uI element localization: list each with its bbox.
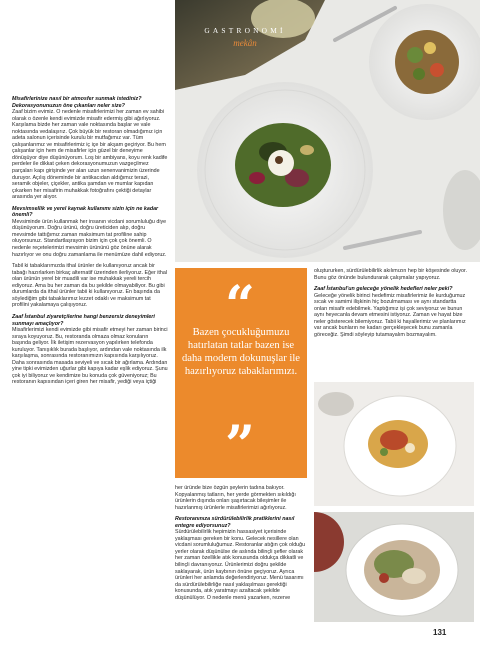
- right-paragraph: Geleceğe yönelik birinci hedefimiz misafirlerimiz ile kurduğumuz sıcak ve samimi ilişkinin hiç bozulmaması ve aynı standartta onları misafir edebilmek. Yaptığımız işi çok seviyoruz ve bunun aynı heyecanla devam etmesini istiyoruz. Zaman ve hayat bize neler gösterecek bilemiyoruz. Tabii ki hayallerimiz ve planlarımız var ancak bunların ne kadarı gerçekleşecek bunu zamanla göreceğiz. Şimdi söyleyip tutamayalım bozmayalım.: [314, 292, 466, 338]
- left-question: Mevsimsellik ve yerel kaynak kullanımı sizin için ne kadar önemli?: [12, 205, 159, 219]
- left-paragraph: Misafirlerimizi kendi evimizde gibi misafir etmeyi her zaman birinci sıraya koyuyoruz. Bu, restoranda olmaza olmaz konuların başında geliyor. İlk iletişim rezervasyon yapılırken telefonda kuruluyor. Tanışıklık burada başlıyor, ardından vale noktasında ilk karşılaşma, sonrasında restoranımızın kapısında karşılıyoruz. Daha sonrasında masada seviyeli ve sıcak bir ağırlama. Ardından yine tipki evimizden uğurlar gibi kapıya kadar eşlik ediyoruz. Şunu çok iyi biliyoruz ve kendimize bu konuda çok güveniyoruz; Bu restoranın kapısından içeri giren her misafir, yediği veya içtiği: [12, 327, 168, 386]
- middle-question: Restoranınıza sürdürülebilirlik pratiklerini nasıl entegre ediyorsunuz?: [175, 516, 295, 529]
- section-subtitle: mekân: [233, 38, 257, 48]
- page-number: 131: [433, 628, 447, 637]
- pull-quote-box: [175, 268, 307, 478]
- close-quote-mark: ”: [225, 415, 255, 476]
- right-text-column: [314, 268, 470, 343]
- section-header: [175, 26, 315, 48]
- pull-quote-text: Bazen çocukluğumuzu hatırlatan tatlar bazen ise daha modern dokunuşlar ile hazırlıyoruz tabaklarımızı.: [182, 327, 300, 377]
- middle-paragraph: her üründe bize özgün şeylerin tadına bakıyor. Kopyalanmış tatların, her yerde görmekten sıkıldığı ürünlerin dışında onları şaşırtacak bileşimler ile hazırlanmış ürünlerle misafirlerimizi ağırlıyoruz.: [175, 485, 296, 511]
- left-text-column: [12, 96, 168, 391]
- right-question: Zaaf İstanbul'un geleceğe yönelik hedefleri neler peki?: [314, 286, 453, 293]
- left-paragraph: Tabil ki tabaklarımızda ithal ürünler de kullanıyoruz ancak bir tabağı hazırlarken birkaç alternatif üzerinden ilerliyoruz. Eğer ithal olan ürünün yerel bir muadili var ise muhakkak yereli tercih ediyoruz. Ama bu her zaman da bu şekilde olmayabiliyor. Bu gibi durumlarda da ithal ürünler tabii ki kullanıyoruz. En başında da söylediğim gibi tabaklarımız lezzet odaklı ve maksimum tat profilini yakalamaya çalışıyoruz.: [12, 263, 168, 309]
- food-photo-bowl: [314, 512, 474, 622]
- middle-paragraph: Sürdürülebilirlik hepimizin hassasiyet içerisinde yaklaşması gereken bir konu. Gelecek nesillere olan vicdani sorumluluğumuz. Restoranlar atığın çok olduğu yerler olarak düşünülse de aslında bilinçli şefler olarak her zaman özellikle atık konusunda oldukça dikkatli ve bilinçli davranıyoruz. Ürünlerimizi doğru şekilde saklayarak, ürün kaybının önüne geçiyoruz. Ayrıca ürünleri her anlamda değerlendiriyoruz. Menü tasarımı da sürdürülebilirliğe nasıl yaklaşılması gerektiği konusunda, atık yaratmayı azaltacak şekilde düşünülüyor. O nedenle menü yazarken, rezerve: [175, 529, 306, 601]
- left-question: Zaaf İstanbul ziyaretçilerine hangi benzersiz deneyimleri sunmayı amaçlıyor?: [12, 313, 155, 327]
- section-title: GASTRONOMİ: [204, 26, 286, 35]
- left-question: Misafirlerinize nasıl bir atmosfer sunmak istediniz? Dekorasyonunuzun öne çıkanları neler size?: [12, 96, 142, 109]
- middle-text-column: [175, 485, 307, 606]
- left-paragraph: Mevsiminde ürün kullanmak her insanın vicdani sorumluluğu diye düşünüyorum. Doğru ürünü, doğru üreticiden alıp, doğru mevsimde tattığımız zaman maksimum tat profiline sahip oluyorsunuz. Standartlaşrayon bizim için çok çok önemli. O nedenle reçetelerimizi mevsimin ürününü göz önüne alarak hazırlıyor ve onu doğru zamanlama ile menümüze dahil ediyoruz.: [12, 218, 167, 258]
- left-paragraph: Zaaf bizim evimiz. O nedenle misafirlerimizi her zaman ev sahibi olarak o özenle kendi evimizde misafir edermiş gibi ağırlıyoruz. Karşılama bizde her zaman vale noktasında başlar ve vale noktasında vedalaşırız. Çok büyük bir restoran olmadığımız için adeta salonun içerisinde kurulu bir mutfağımız var. Tüm çalışanlarımız ve misafirlerimiz iç içe bir akşam geçiriyor. Bu hem çalışanlar için hem de misafirler için güzel bir deneyime dönüşüyor diye düşünüyorum. Loş bir ambiyans, koyu renk kadife perdeler ile dikkat çeken dekorasyonumuzun vazgeçilmez parçaları kapı girişinde yer alan uzun senenvanimizin üzerinde duruyor. Açılış döneminde bir antikacıdan aldığımız terazi, seramik objeler, çiçekler, antika şamdan ve mumlar kapıdan çıkarken her misafirin muhakkak fotoğrafını çektiği detaylar arasında yer alıyor.: [12, 109, 168, 201]
- food-photo-plate: [314, 382, 474, 506]
- right-paragraph: oluştururken, sürdürülebilirlik akılımızın hep bir köşesinde oluyor. Bunu göz önünde bulundurarak çalışmalar yapıyoruz.: [314, 268, 467, 281]
- open-quote-mark: “: [225, 275, 255, 336]
